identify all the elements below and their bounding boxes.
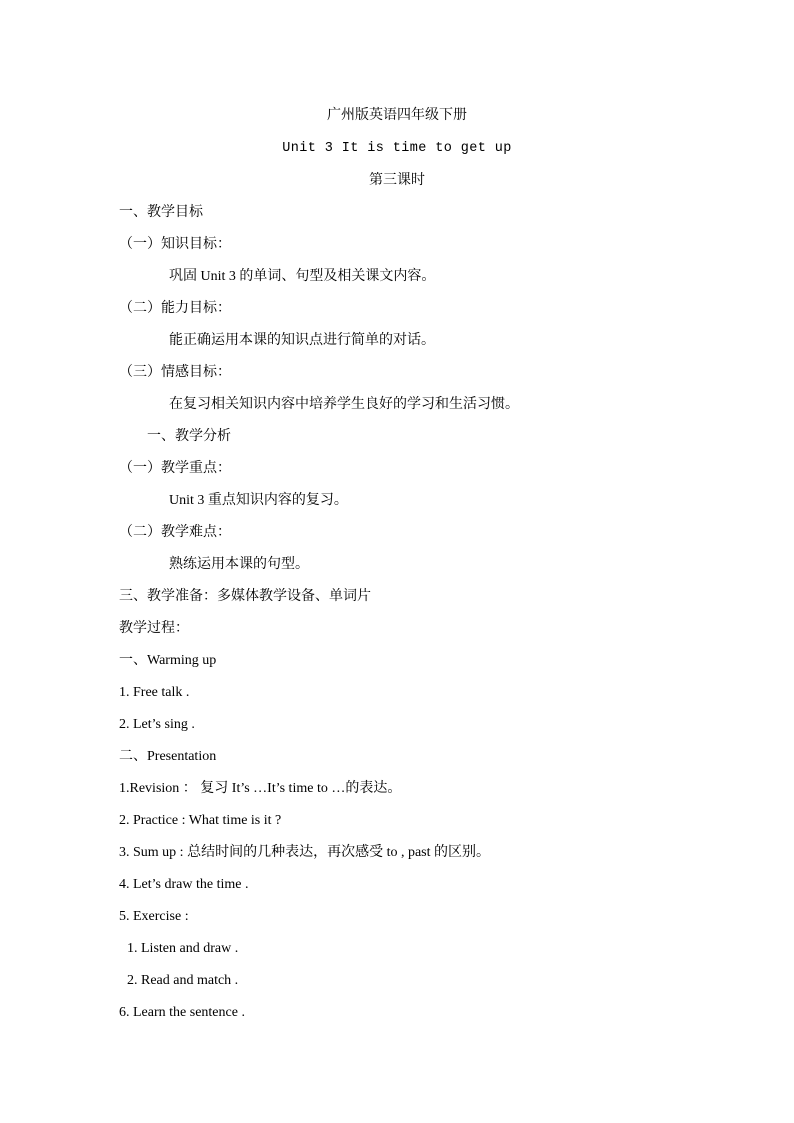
analysis-heading: 一、教学分析 [147, 429, 231, 444]
presentation-item-exercise: 5. Exercise : [119, 909, 189, 924]
preparation-line: 三、教学准备：多媒体教学设备、单词片 [119, 589, 371, 604]
document-title: 广州版英语四年级下册 [327, 108, 467, 123]
key-point-text: Unit 3 重点知识内容的复习。 [169, 493, 348, 508]
knowledge-objective-label: （一）知识目标： [119, 237, 231, 252]
presentation-item-practice: 2. Practice : What time is it ? [119, 813, 282, 828]
emotion-objective-text: 在复习相关知识内容中培养学生良好的学习和生活习惯。 [169, 397, 519, 412]
lesson-title: 第三课时 [369, 173, 425, 188]
presentation-item-sum-up: 3. Sum up : 总结时间的几种表达，再次感受 to , past 的区别。 [119, 845, 491, 860]
presentation-item-revision: 1.Revision ： 复习 It’s …It’s time to …的表达。 [119, 781, 402, 796]
warming-up-heading: 一、Warming up [119, 653, 217, 668]
unit-title: Unit 3 It is time to get up [282, 141, 512, 156]
ability-objective-text: 能正确运用本课的知识点进行简单的对话。 [169, 333, 435, 348]
emotion-objective-label: （三）情感目标： [119, 365, 231, 380]
exercise-item-read: 2. Read and match . [127, 973, 239, 988]
exercise-item-listen: 1. Listen and draw . [127, 941, 239, 956]
ability-objective-label: （二）能力目标： [119, 301, 231, 316]
presentation-item-draw-time: 4. Let’s draw the time . [119, 877, 249, 892]
warming-item-free-talk: 1. Free talk . [119, 685, 190, 700]
process-heading: 教学过程： [119, 621, 189, 636]
key-point-label: （一）教学重点： [119, 461, 231, 476]
presentation-heading: 二、Presentation [119, 749, 217, 764]
objectives-heading: 一、教学目标 [119, 205, 203, 220]
knowledge-objective-text: 巩固 Unit 3 的单词、句型及相关课文内容。 [169, 269, 436, 284]
warming-item-sing: 2. Let’s sing . [119, 717, 195, 732]
difficulty-label: （二）教学难点： [119, 525, 231, 540]
difficulty-text: 熟练运用本课的句型。 [169, 557, 309, 572]
presentation-item-sentence: 6. Learn the sentence . [119, 1005, 245, 1020]
